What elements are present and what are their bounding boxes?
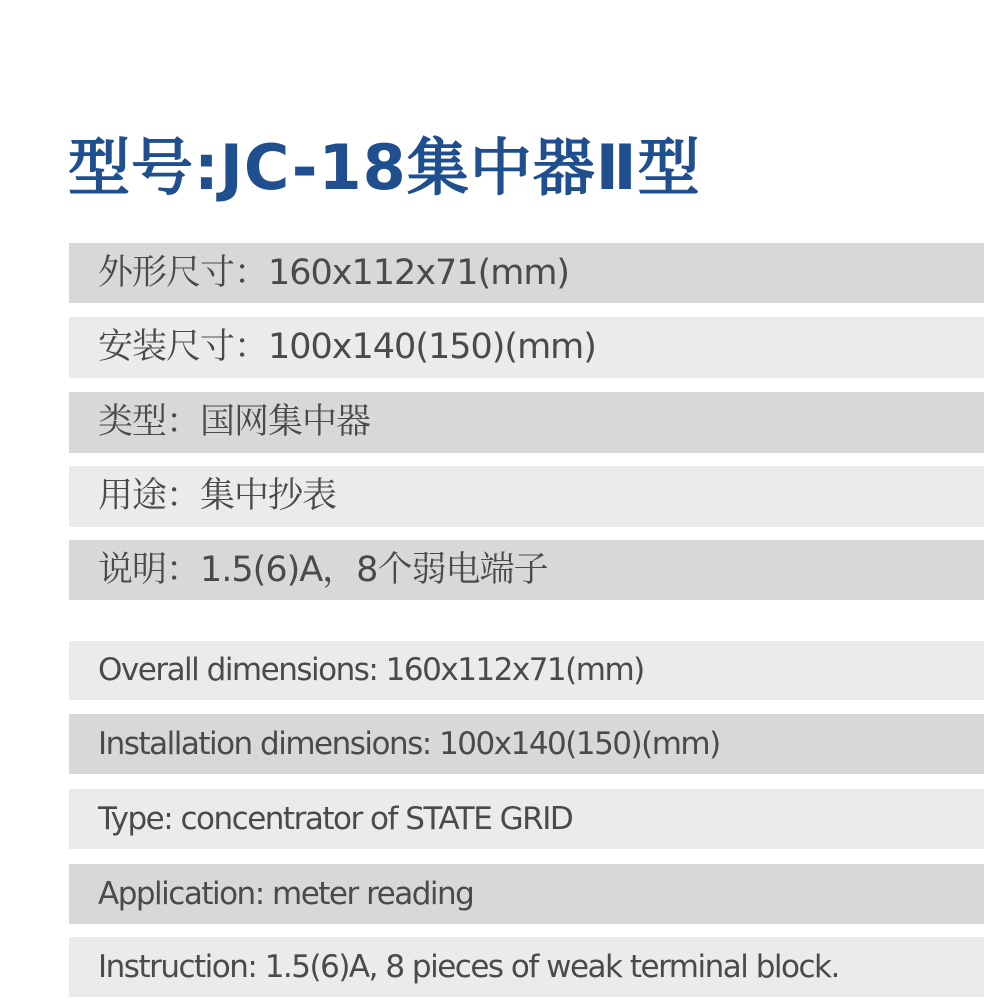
- spec-row-installation-dimensions-zh: 安装尺寸：100x140(150)(mm): [69, 317, 984, 378]
- spec-row-installation-dimensions-en: Installation dimensions: 100x140(150)(mm): [69, 714, 984, 774]
- spec-row-overall-dimensions-en: Overall dimensions: 160x112x71(mm): [69, 641, 984, 700]
- spec-row-instruction-en: Instruction: 1.5(6)A, 8 pieces of weak terminal block.: [69, 937, 984, 997]
- product-title: 型号:JC-18集中器Ⅱ型: [68, 131, 701, 204]
- spec-row-overall-dimensions-zh: 外形尺寸：160x112x71(mm): [69, 243, 984, 303]
- spec-row-type-zh: 类型：国网集中器: [69, 392, 984, 453]
- spec-row-application-zh: 用途：集中抄表: [69, 466, 984, 527]
- spec-row-application-en: Application: meter reading: [69, 864, 984, 924]
- spec-row-type-en: Type: concentrator of STATE GRID: [69, 789, 984, 849]
- spec-row-instruction-zh: 说明：1.5(6)A，8个弱电端子: [69, 540, 984, 600]
